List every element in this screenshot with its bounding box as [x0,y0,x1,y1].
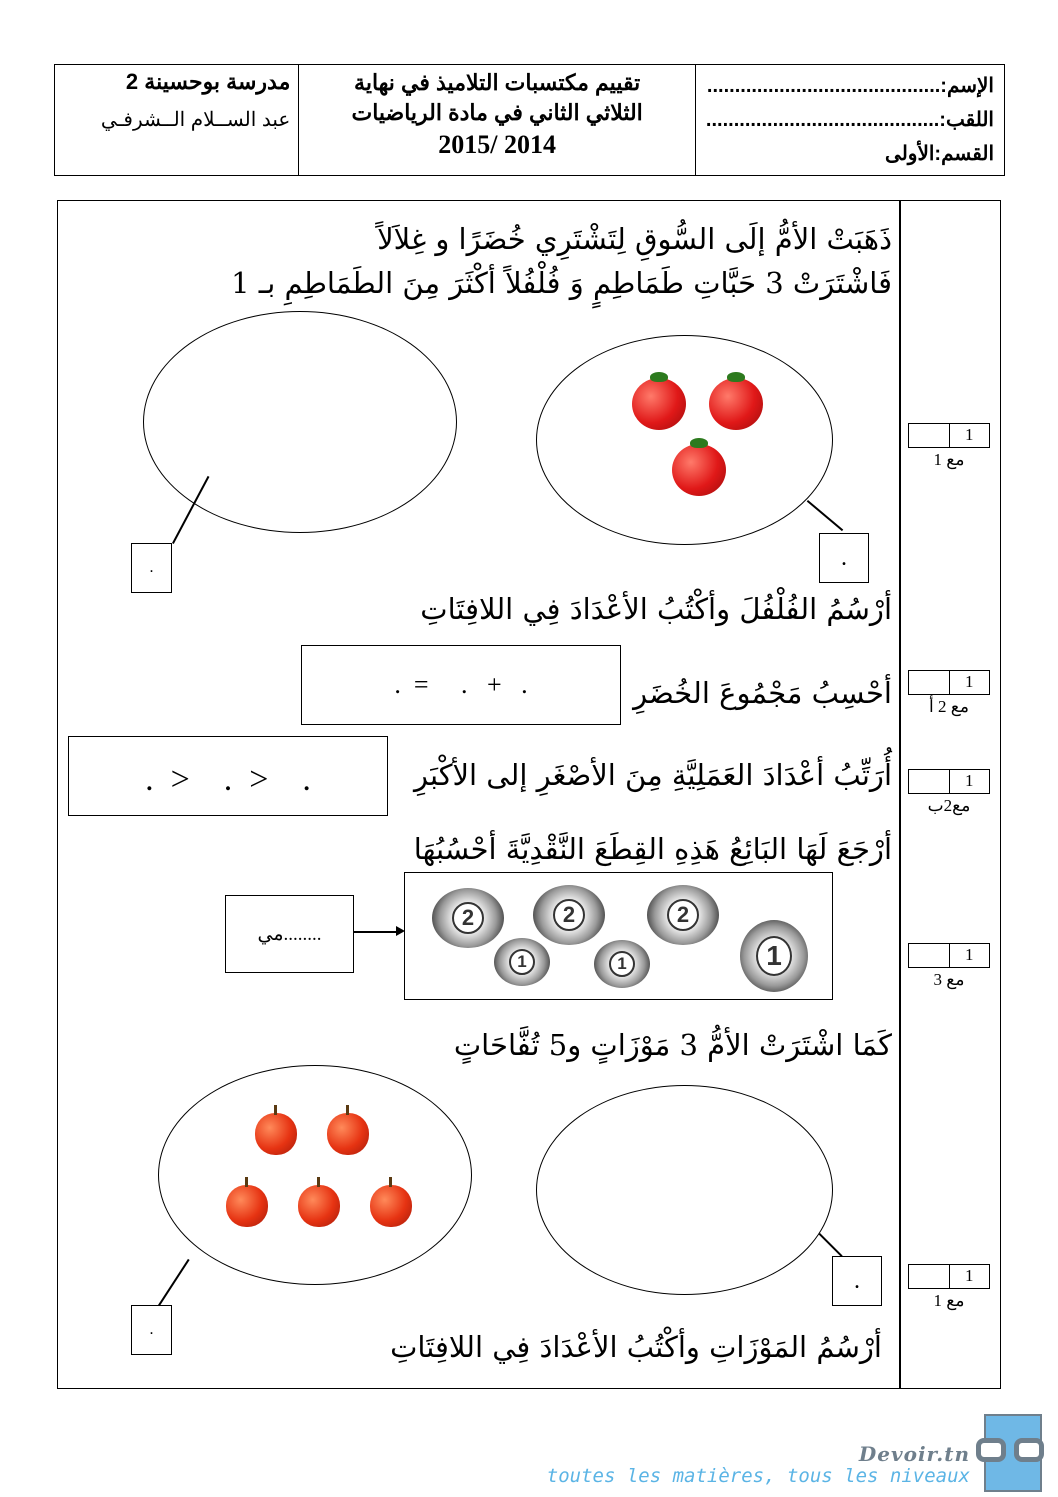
banana-count-label[interactable]: . [832,1256,882,1306]
surname-field[interactable]: اللقب:.......................................... [705,109,994,131]
criterion-label: مع 3 [933,970,965,989]
coin-2-icon: 2 [533,885,605,945]
tomato-icon [709,378,763,430]
ex2b-instruction: أُرَتِّبُ أعْدَادَ العَمَلِيَّةِ مِنَ الأصْغَرِ إلى الأكْبَرِ [413,758,892,792]
ex1-line1: ذَهَبَتْ الأمُّ إلَى السُّوقِ لِتَشْتَرِي خُضَرًا و غِلاَلاً [377,222,892,256]
score-column-divider [899,200,901,1389]
ex3-instruction: أرْجَعَ لَهَا البَائِعُ هَذِهِ القِطَعَ النَّقْدِيَّةَ أحْسُبُهَا [413,832,892,866]
name-field[interactable]: الإسم:.......................................... [706,75,994,97]
criterion-label: مع 1 [933,450,965,469]
tomato-icon [672,444,726,496]
pepper-drawing-area[interactable] [143,311,457,533]
apple-count-label[interactable]: . [131,1305,172,1355]
title-cell [298,65,695,175]
ex4-instruction: أرْسُمُ المَوْزَاتِ وأكْتُبُ الأعْدَادَ فِي اللافِتَاتِ [390,1330,882,1364]
glasses-icon [976,1438,1052,1458]
change-answer-box[interactable]: ........مي [225,895,354,973]
tomato-icon [632,378,686,430]
school-year: 2015/ 2014 [438,130,556,159]
ex2a-instruction: أحْسِبُ مَجْمُوعَ الخُضَرِ [633,676,892,710]
arrow-line [354,931,400,933]
apple-set [158,1065,472,1285]
teacher-name: عبد الســلام الــشرفـي [100,109,291,131]
apple-icon [255,1113,297,1155]
footer-tagline: toutes les matières, tous les niveaux [546,1465,970,1487]
score-box: 1 [908,1264,990,1289]
apple-icon [327,1113,369,1155]
coin-1-icon: 1 [594,940,650,988]
footer-brand: Devoir.tn [858,1442,970,1466]
book-logo-icon [984,1414,1042,1492]
criterion-label: مع2ب [927,796,971,815]
arrow-head-icon [396,926,405,936]
coin-1-icon: 1 [494,938,550,986]
apple-icon [298,1185,340,1227]
ex1-instruction: أرْسُمُ الفُلْفُلَ وأكْتُبُ الأعْدَادَ فِي اللافِتَاتِ [420,592,892,626]
pepper-count-label[interactable]: . [131,543,172,593]
title-line2: الثلاثي الثاني في مادة الرياضيات [351,100,643,125]
school-name: مدرسة بوحسينة 2 [125,69,291,94]
score-box: 1 [908,943,990,968]
score-box: 1 [908,769,990,794]
ex4-line1: كَمَا اشْتَرَتْ الأمُّ 3 مَوْزَاتٍ و5 تُفَّاحَاتٍ [453,1028,892,1062]
score-box: 1 [908,423,990,448]
criterion-label: مع 2 أ [929,697,969,716]
sum-answer-box[interactable]: . = . + . [301,645,621,725]
header-table [54,64,1005,176]
apple-icon [226,1185,268,1227]
score-box: 1 [908,670,990,695]
tomato-set [536,335,833,545]
order-answer-box[interactable]: . > . > . [68,736,388,816]
criterion-label: مع 1 [933,1291,965,1310]
title-line1: تقييم مكتسبات التلاميذ في نهاية [354,70,641,95]
tomato-count-label[interactable]: . [819,533,869,583]
coin-2-icon: 2 [647,885,719,945]
ex1-line2: فَاشْتَرَتْ 3 حَبَّاتِ طَمَاطِمٍ وَ فُلْفُلاً أكْثَرَ مِنَ الطَمَاطِمِ بـ 1 [231,266,892,300]
banana-drawing-area[interactable] [536,1085,833,1295]
class-label: القسم:الأولى [885,143,994,165]
student-cell [695,65,1004,175]
coin-2-icon: 2 [432,888,504,948]
coin-1-icon: 1 [740,920,808,992]
apple-icon [370,1185,412,1227]
school-cell [55,65,298,175]
